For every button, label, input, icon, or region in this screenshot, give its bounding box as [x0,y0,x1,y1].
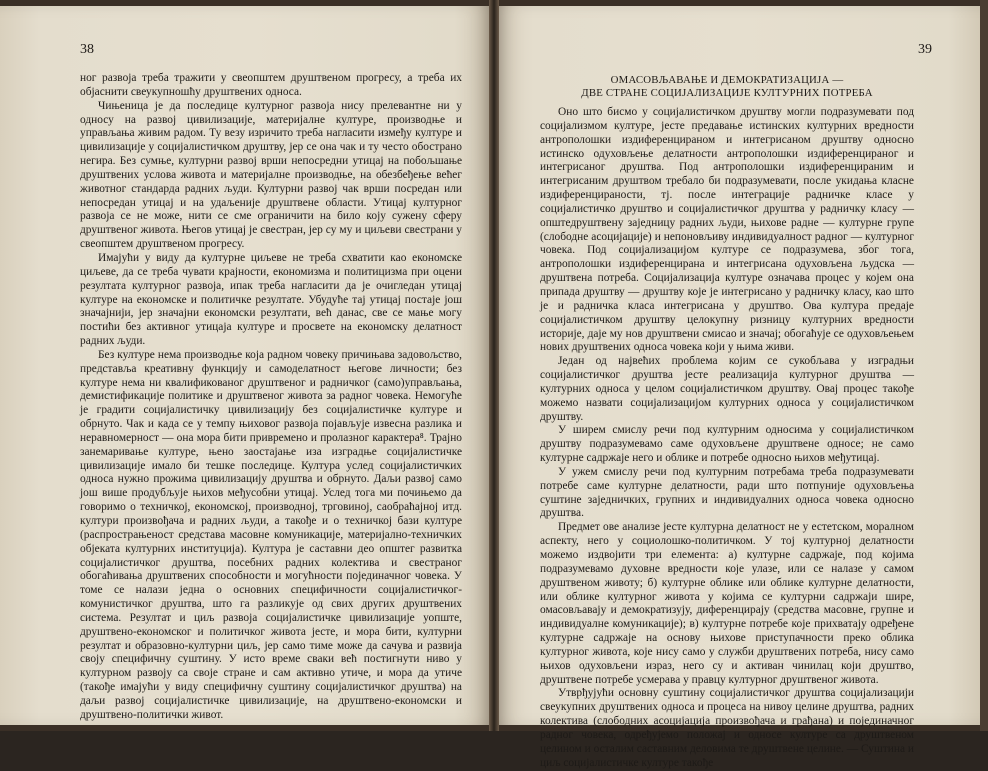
body-text [80,72,462,723]
page-edge [980,0,988,731]
paragraph: У ужем смислу речи под културним потребама треба подразумевати потребе саме културне делатности, ради што потпуније одуховљења суштине заједничких, групних и индивидуалних односа човека односно друштва. [540,465,914,520]
paragraph: Утврђујући основну суштину социјалистичког друштва социјализацији свеукупних друштвених односа и процеса на нивоу целине друштва, радних колектива (слободних асоцијација произвођача и грађана) и појединачног радног човека, одређујемо положај и односе културе са друштвеном целином и осталим саставним деловима те друштвене целине. — Суштина и циљ социјалистичке културе такође [540,687,914,769]
paragraph: Имајући у виду да културне циљеве не треба схватити као економске циљеве, да се треба чувати крајности, економизма и политицизма при оцени резултата културног развоја, ипак треба нагласити да је очигледан утицај културе на економске и политичке резултате. Убудуће тај утицај постаје још значајнији, јер значајни економски резултати, већ данас, све се мање могу постићи без активног утицаја културе и просвете на економску делатност радних људи. [80,251,462,348]
chapter-title-line-1: ОМАСОВЉАВАЊЕ И ДЕМОКРАТИЗАЦИЈА — [610,74,844,86]
paragraph: Предмет ове анализе јесте културна делатност не у естетском, моралном аспекту, него у социолошко-политичком. У тој културној делатности можемо издвојити три елемента: а) културне садржаје, под којима подразумевамо духовне вредности које улазе, или се налазе у самом друштвеном животу; б) културне облике или облике културне делатности, или облике културног живота у којима се културни садржаји шире, омасовљавају и демократизују, диференцирају (средства масовне, групне и индивидуалне комуникације); в) културне потребе које прихватају одређене културне садржаје на основу њихове приступачности преко облика културног живота, које нису само у служби друштвених потреба, нису само њихов одуховљени израз, него су и активан чинилац који друштво, друштвене потребе усмерава у правцу културног друштвеног живота. [540,521,914,686]
page-number: 38 [80,42,94,57]
paragraph: Један од највећих проблема којим се сукобљава у изградњи социјалистичког друштва јесте реализација културног друштва — културних односа у целом социјалистичком друштву. Овај процес такође можемо назвати социјализацијом културних односа у социјалистичком друштву. [540,355,914,423]
paragraph: Чињеница је да последице културног развоја нису прелевантне ни у односу на развој цивилизације, материјалне културе, производње и управљања живим радом. Ту везу изричито треба нагласити између културе и цивилизације у социјалистичком друштву, јер се она чак и ту често обострано негира. Без сумње, културни развој врши непосредни утицај на побољшање друштвених услова живота и материјалне производње, на обезбеђење већег животног стандарда радних људи. Културни развој чак врши посредан или непосредан утицај и на удаљеније друштвене области. Утицај културног развоја се не може, нити се сме ограничити на било коју сужену сферу друштвеног живота. Његов утицај је свестран, јер су му и циљеви свестрани у свеопштем друштвеном прогресу. [80,99,462,251]
paragraph: Без културе нема производње која радном човеку причињава задовољство, представља креативну функцију и самоделатност његове личности; без културе нема ни квалификованог друштвеног и радничког (само)управљања, демистификације политике и друштвеног живота за радног човека. Немогуће је градити социјалистичку цивилизацију без социјалистичке културе и обрнуто. Чак и када се у темпу њиховог развоја појављује извесна разлика и неравномерност — она мора бити привремено и пролазног карактера⁸. Трајно занемаривање културе, њено заостајање иза изградње социјалистичке цивилизације имало би тешке последице. Култура услед социјалистичких односа нужно прожима цивилизацију друштва и обрнуто. Даљи развој само још више продубљује њихов међусобни утицај. Услед тога ми почињемо да говоримо о техничкој, економској, производној, трговиној, саобраћајној итд. култури произвођача и радних људи, а такође и о техничкој бази културе (распрострањеност средстава масовне комуникације, материјално-техничких објеката културних институција). Култура је саставни део општег развитка социјалистичког друштва, посебних радних колектива и свестраног обогаћивања друштвених способности и могућности појединачног човека. У томе се налази једна о основних специфичности социјалистичког-комунистичког друштва, што га разликује од свих других друштвених система. Резултат и циљ развоја социјалистичке цивилизације уопште, друштвено-економског и политичког живота јесте, и мора бити, културни резултат и образовно-културни циљ, јер само тиме може да сачува и развија своју специфичну суштину. У исто време сваки већ постигнути ниво у културном развоју са своје стране и сам активно утиче, и мора да утиче (такође имајући у виду специфичну суштину социјалистичког друштва) на даљи развој социјалистичке цивилизације, на друштвено-економски и друштвено-политички живот. [80,348,462,721]
chapter-title [540,74,914,100]
paragraph: Оно што бисмо у социјалистичком друштву могли подразумевати под социјализмом културе, јесте предавање истинских културних вредности антрополошки издиференцираном и интегрисаном друштву односно истинско одуховљење делатности антрополошки издиференцираног и интегрисаног друштва. Под антрополошки издиференцираним и интегрисаним друштвом требало би подразумевати, после укидања класне издиференцираности, тј. после интеграције радничке класе у социјалистичко друштво и социјалистичког друштва у радничку класу — општедруштвену заједницу радних људи, њихове радне — културне групе (слободне асоцијације) и непоновљиву индивидуалност радног — културног човека. Под социјализацијом културе се подразумева, због тога, антрополошки издиференцирана и интегрисана одуховљена људска — друштвена потреба. Социјализација културе означава процес у којем она припада друштву — друштву које је интегрисано у радничку класу, као што је и радничка класа интегрисана у друштво. Ова култура предаје социјалистичком друштву целокупну ризницу културних вредности историје, даје му нов друштвени смисао и значај; обогаћује се одуховљењем нових друштвених односа човека који у њима живи. [540,106,914,354]
page-number: 39 [918,42,932,57]
book-gutter [489,0,499,731]
paragraph: У ширем смислу речи под културним односима у социјалистичком друштву подразумевамо саме одуховљене друштвене односе; не само културне садржаје него и облике и потребе односно њихов међутицај. [540,424,914,465]
chapter-title-line-2: ДВЕ СТРАНЕ СОЦИЈАЛИЗАЦИЈЕ КУЛТУРНИХ ПОТРЕБА [581,87,873,99]
paragraph: ног развоја треба тражити у свеопштем друштвеном прогресу, а треба их објаснити свеукупношћу друштвених односа. [80,72,462,98]
right-page [494,6,988,769]
left-page [0,6,494,725]
body-text [540,72,914,771]
